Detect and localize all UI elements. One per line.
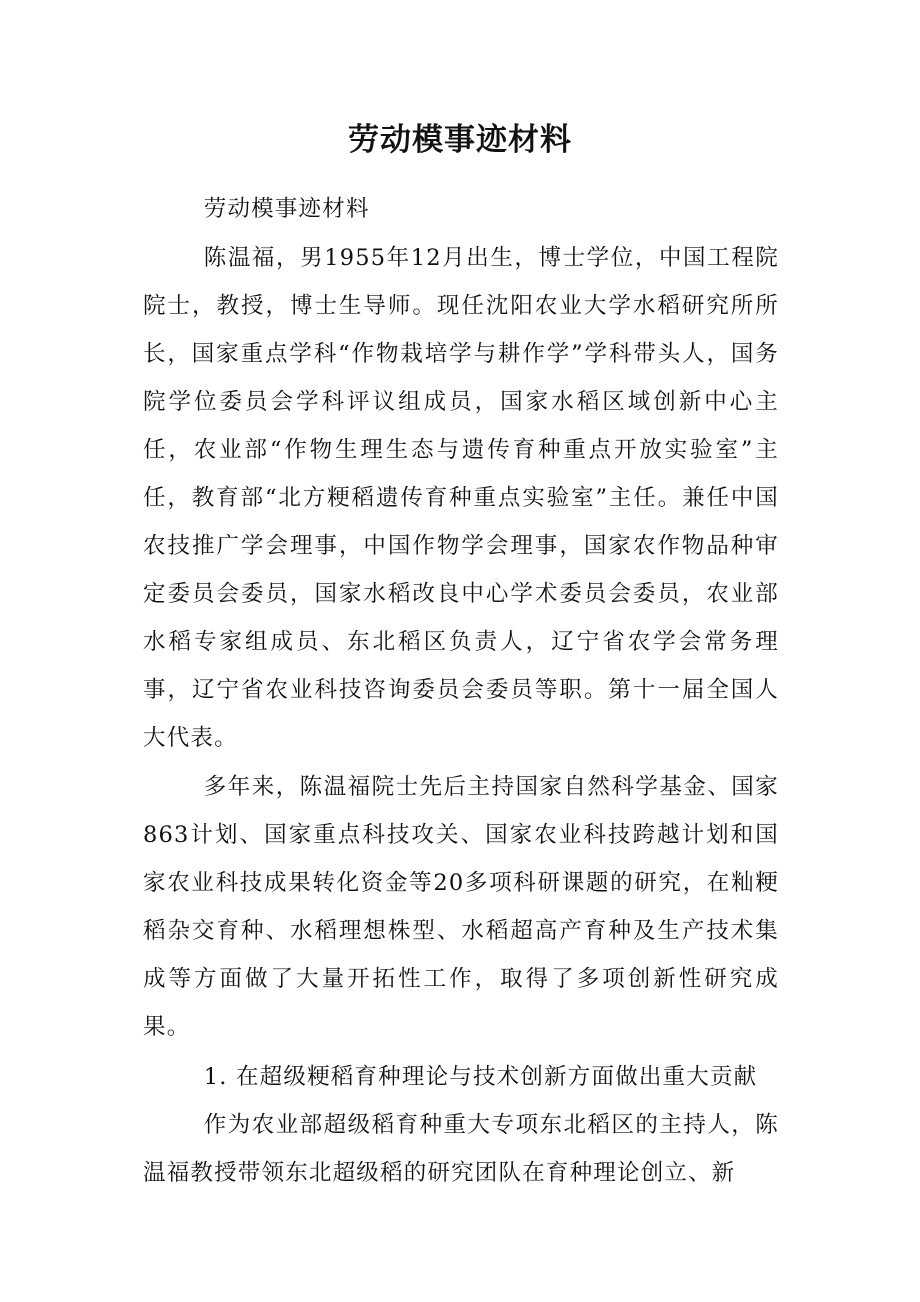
- section-heading-1: 1. 在超级粳稻育种理论与技术创新方面做出重大贡献: [203, 1064, 758, 1090]
- bio-paragraph: 陈温福，男1955年12月出生，博士学位，中国工程院院士，教授，博士生导师。现任沈阳农业大学水稻研究所所长，国家重点学科“作物栽培学与耕作学”学科带头人，国务院学位委员会学科评议组成员，国家水稻区域创新中心主任，农业部“作物生理生态与遗传育种重点开放实验室”主任，教育部“北方粳稻遗传育种重点实验室”主任。兼任中国农技推广学会理事，中国作物学会理事，国家农作物品种审定委员会委员，国家水稻改良中心学术委员会委员，农业部水稻专家组成员、东北稻区负责人，辽宁省农学会常务理事，辽宁省农业科技咨询委员会委员等职。第十一届全国人大代表。: [143, 245, 779, 751]
- document-body: [143, 185, 779, 1197]
- section-1-paragraph: 作为农业部超级稻育种重大专项东北稻区的主持人，陈温福教授带领东北超级稻的研究团队在育种理论创立、新: [143, 1112, 779, 1186]
- document-title: 劳动模事迹材料: [348, 122, 572, 158]
- research-paragraph: 多年来，陈温福院士先后主持国家自然科学基金、国家863计划、国家重点科技攻关、国家农业科技跨越计划和国家农业科技成果转化资金等20多项科研课题的研究，在籼粳稻杂交育种、水稻理想株型、水稻超高产育种及生产技术集成等方面做了大量开拓性工作，取得了多项创新性研究成果。: [143, 774, 779, 1040]
- subtitle-paragraph: 劳动模事迹材料: [203, 196, 370, 222]
